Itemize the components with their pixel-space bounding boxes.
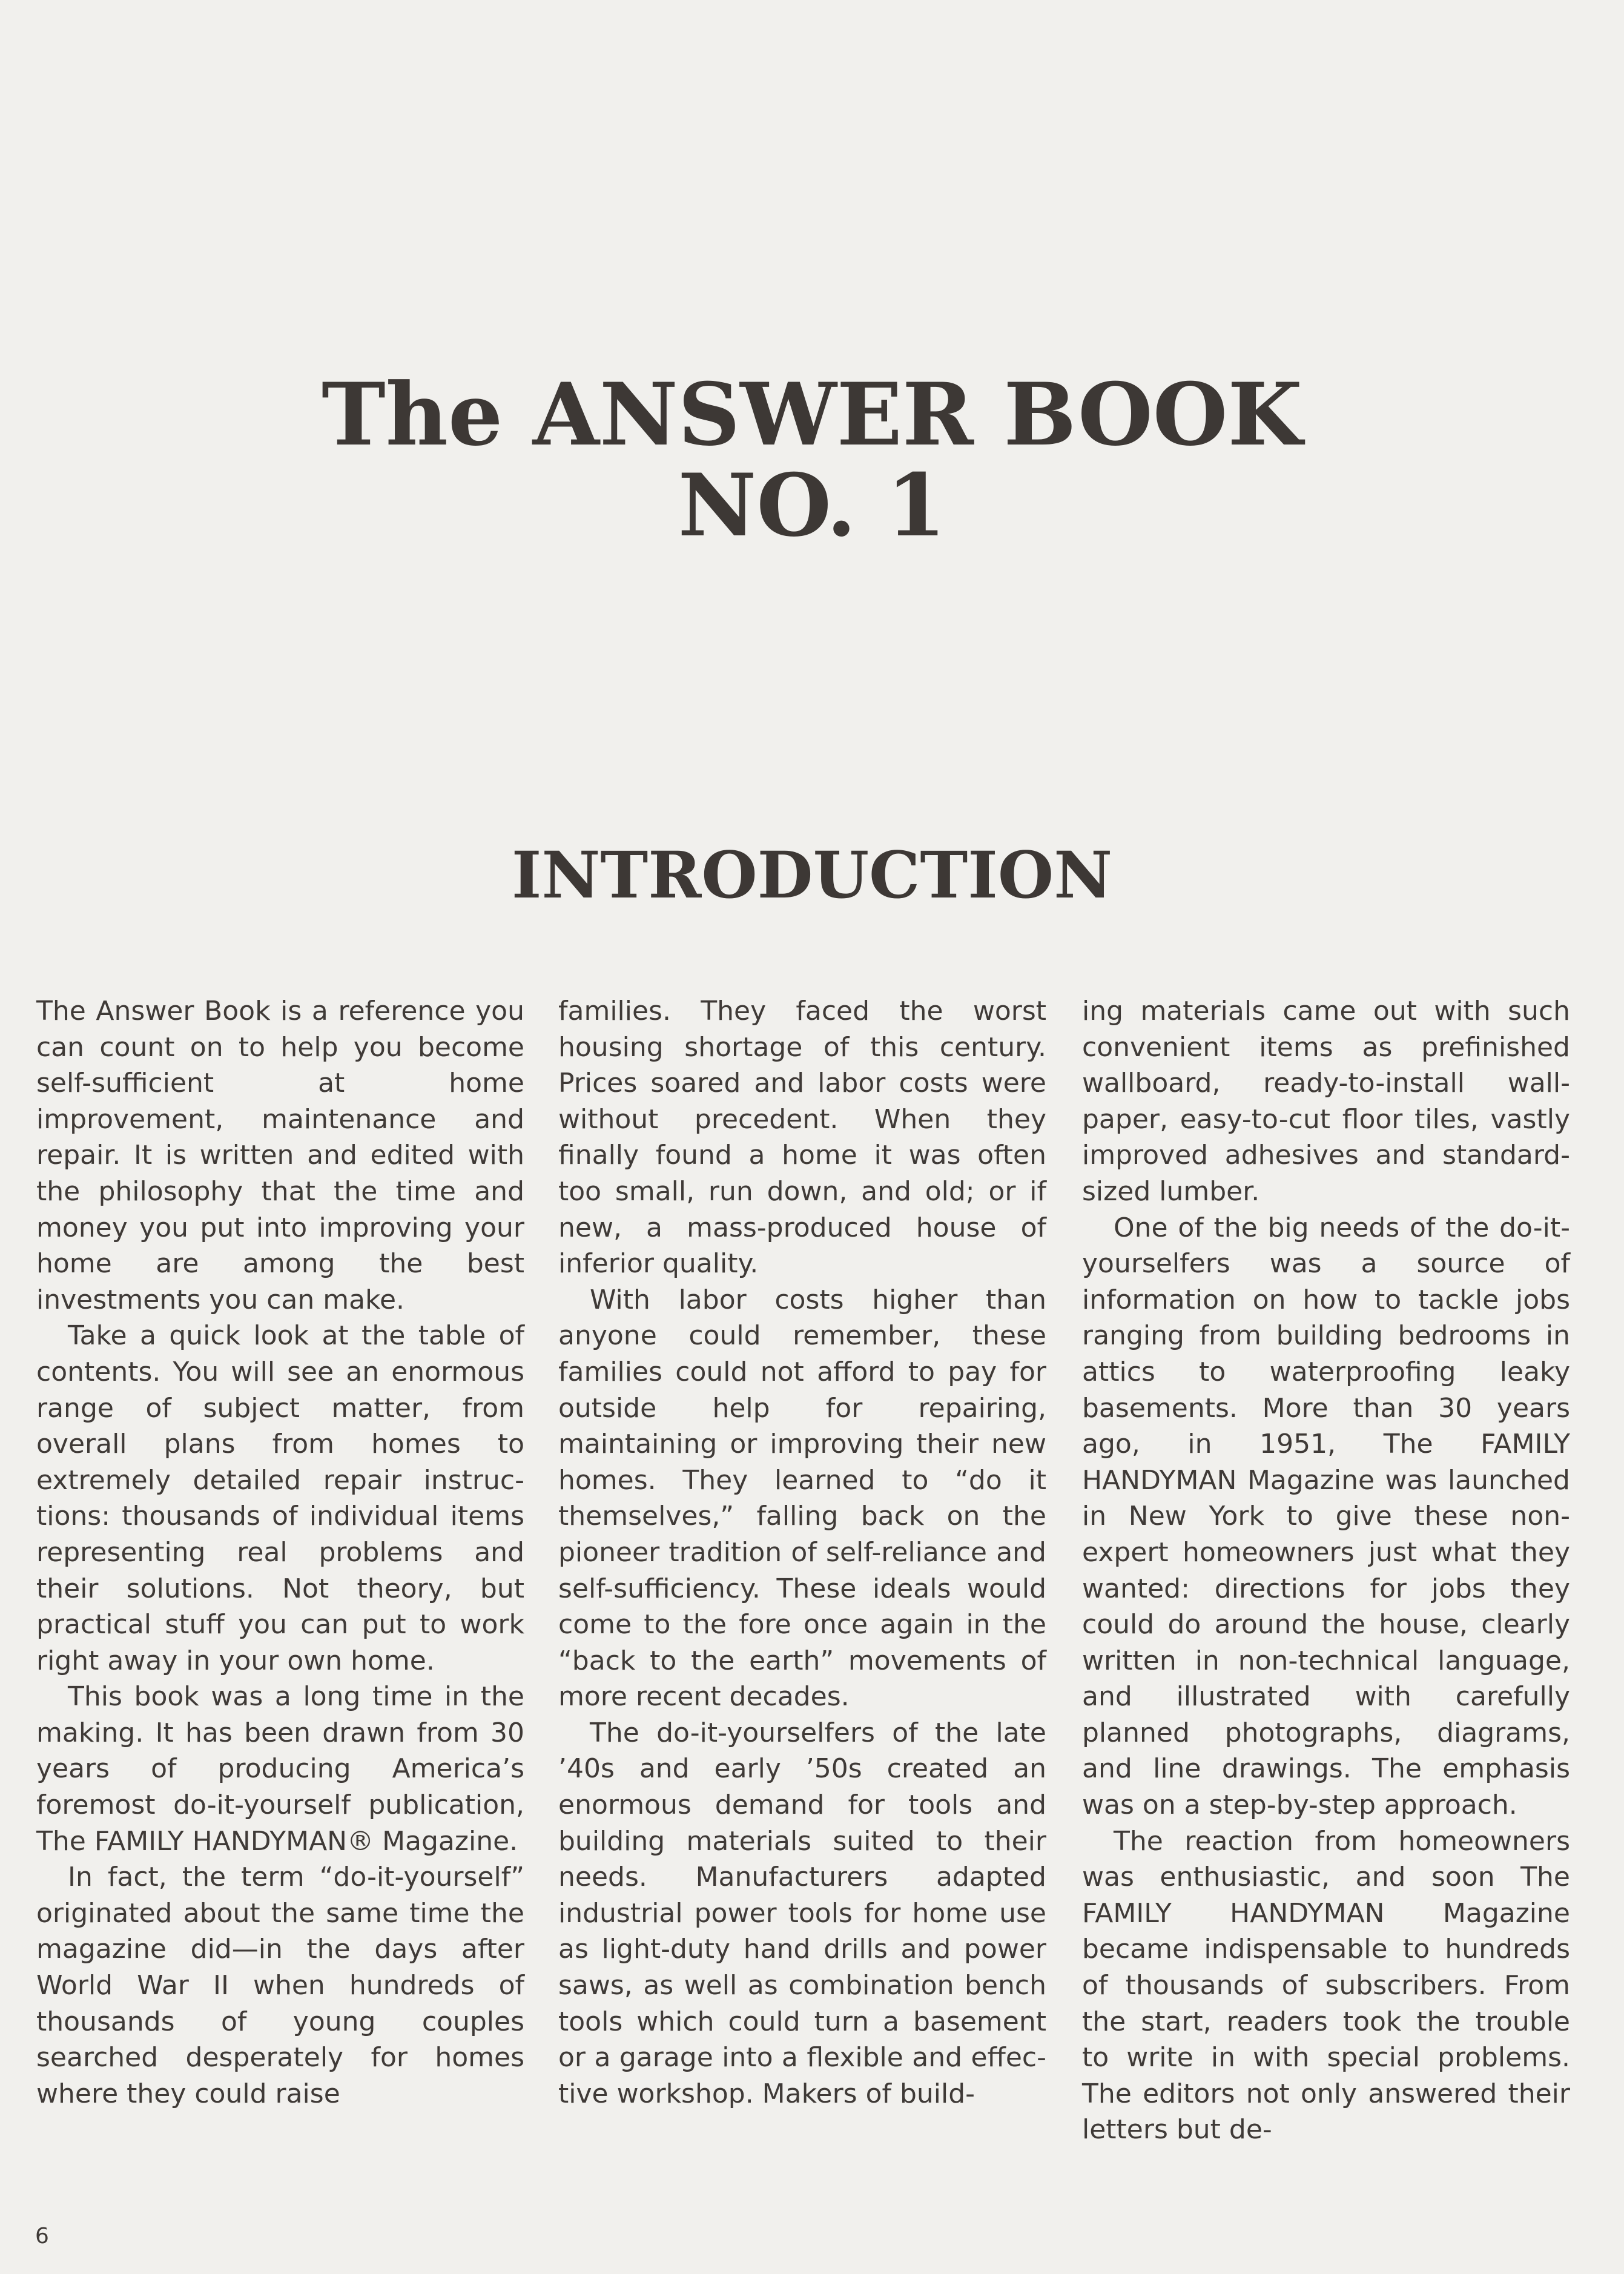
paragraph: ing materials came out with such convenient items as prefinished wallboard, ready-to-install wallpaper, easy-to-cut floor tiles, vastly improved adhesives and standard-sized lumber. (1082, 996, 1570, 1207)
paragraph: In fact, the term “do-it-yourself” originated about the same time the magazine did—in the days after World War II when hundreds of thousands of young couples searched desperately for homes where they could raise (36, 1862, 524, 2109)
section-heading: INTRODUCTION (511, 837, 1113, 913)
book-title-line-2: NO. 1 (678, 455, 946, 556)
text-column-3 (1082, 993, 1570, 2148)
paragraph: The reaction from homeowners was enthusiastic, and soon The FAMILY HANDYMAN Magazine became indispensable to hundreds of thousands of subscribers. From the start, readers took the trouble to write in with special problems. The editors not only answered their letters but de- (1082, 1825, 1570, 2146)
text-column-2 (558, 993, 1046, 2112)
paragraph: With labor costs higher than anyone could remember, these families could not afford to pay for outside help for repairing, maintaining or improving their new homes. They learned to “do it themselves,” falling back on the pioneer tradition of self-reliance and self-sufficiency. These ideals would come to the fore once again in the “back to the earth” movements of more recent decades. (558, 1284, 1046, 1713)
paragraph: One of the big needs of the do-it-yourselfers was a source of information on how to tackle jobs ranging from building bedrooms in attics to waterproofing leaky basements. More than 30 years ago, in 1951, The FAMILY HANDYMAN Magazine was launched in New York to give these non-expert homeowners just what they wanted: directions for jobs they could do around the house, clearly written in non-technical language, and illustrated with carefully planned photographs, diagrams, and line drawings. The emphasis was on a step-by-step approach. (1082, 1212, 1570, 1821)
text-column-1 (36, 993, 524, 2112)
book-title-line-1: The ANSWER BOOK (322, 365, 1302, 465)
paragraph: families. They faced the worst housing shortage of this century. Prices soared and labor costs were without precedent. When they finally found a home it was often too small, run down, and old; or if new, a mass-produced house of inferior quality. (558, 996, 1046, 1280)
page-number: 6 (35, 2224, 49, 2249)
paragraph: The Answer Book is a reference you can count on to help you become self-sufficient at home improvement, maintenance and repair. It is written and edited with the philosophy that the time and money you put into improving your home are among the best investments you can make. (36, 996, 524, 1315)
paragraph: Take a quick look at the table of contents. You will see an enormous range of subject matter, from overall plans from homes to extremely detailed repair instructions: thousands of individual items representing real problems and their solutions. Not theory, but practical stuff you can put to work right away in your own home. (36, 1320, 524, 1676)
book-title (0, 365, 1624, 556)
paragraph: This book was a long time in the making. It has been drawn from 30 years of producing America’s foremost do-it-yourself publication, The FAMILY HANDYMAN® Magazine. (36, 1681, 524, 1857)
paragraph: The do-it-yourselfers of the late ’40s and early ’50s created an enormous demand for tools and building materials suited to their needs. Manufacturers adapted industrial power tools for home use as light-duty hand drills and power saws, as well as combination bench tools which could turn a basement or a garage into a flexible and effective workshop. Makers of build- (558, 1717, 1046, 2109)
